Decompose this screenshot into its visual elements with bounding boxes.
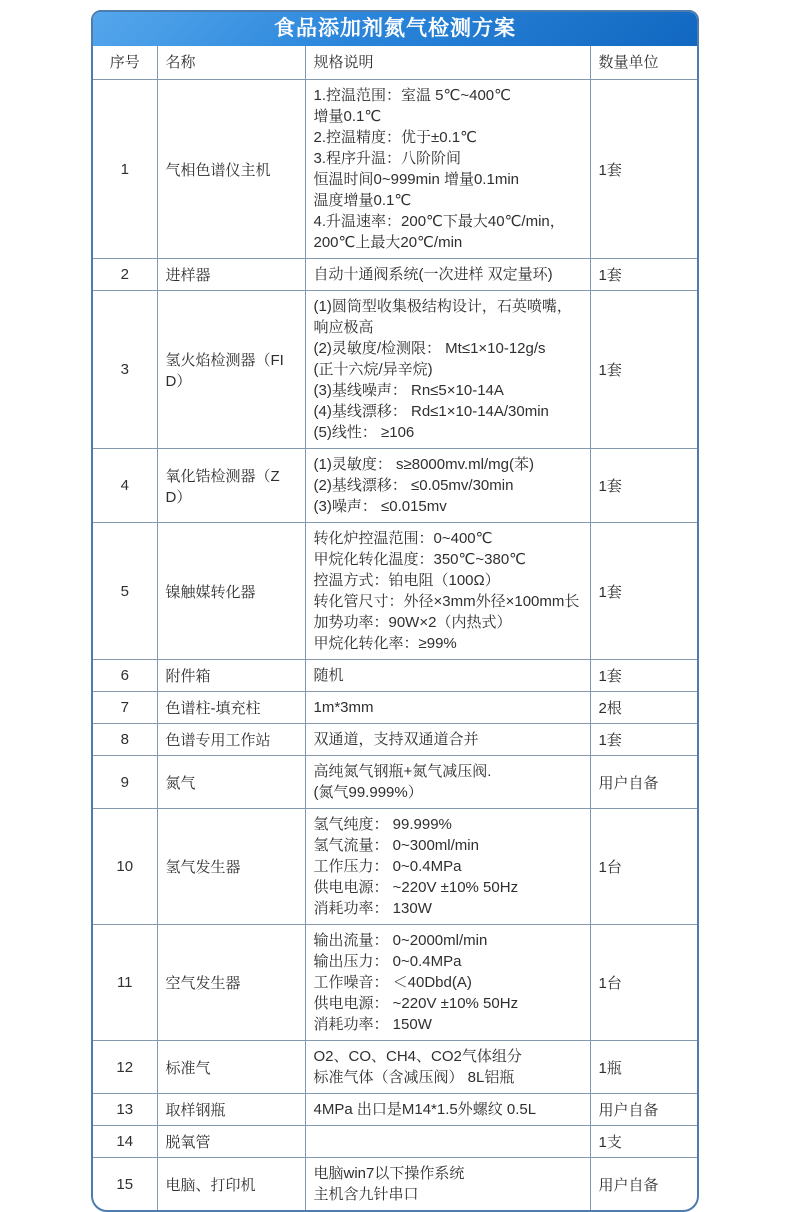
item-name: 附件箱 [157,660,305,692]
item-spec [305,259,590,291]
table-row [93,259,697,291]
item-name: 色谱专用工作站 [157,724,305,756]
spec-table-body [93,80,697,1211]
spec-line: 双通道，支持双通道合并 [313,731,479,748]
spec-line: (1)圆筒型收集极结构设计，石英喷嘴， [313,298,572,315]
item-quantity: 1套 [590,259,697,291]
item-name: 氧化锆检测器（ZD） [157,449,305,523]
item-spec [305,80,590,259]
spec-line: 供电电源： ~220V ±10% 50Hz [313,879,519,896]
column-header-spec: 规格说明 [305,46,590,80]
spec-line: (2)灵敏度/检测限： Mt≤1×10-12g/s [313,340,546,357]
item-name: 标准气 [157,1041,305,1094]
row-number: 5 [93,523,157,660]
spec-line: 标准气体（含减压阀） 8L铝瓶 [313,1069,515,1086]
spec-line: 随机 [313,667,344,684]
table-row [93,692,697,724]
spec-line: O2、CO、CH4、CO2气体组分 [313,1048,522,1065]
item-name: 氢气发生器 [157,809,305,925]
item-name: 空气发生器 [157,925,305,1041]
spec-line: 转化炉控温范围：0~400℃ [313,530,493,547]
row-number: 3 [93,291,157,449]
item-quantity: 1台 [590,809,697,925]
page-title: 食品添加剂氮气检测方案 [93,12,697,46]
item-spec [305,1041,590,1094]
spec-table [93,46,697,1210]
spec-line: 甲烷化转化率：≥99% [313,635,457,652]
table-row [93,724,697,756]
spec-line: (4)基线漂移： Rd≤1×10-14A/30min [313,403,549,420]
column-header-no: 序号 [93,46,157,80]
item-quantity: 1台 [590,925,697,1041]
item-spec [305,756,590,809]
item-name: 氢火焰检测器（FID） [157,291,305,449]
spec-line: 甲烷化转化温度：350℃~380℃ [313,551,527,568]
row-number: 7 [93,692,157,724]
table-row [93,660,697,692]
row-number: 10 [93,809,157,925]
item-quantity: 1套 [590,523,697,660]
spec-line: 响应极高 [313,319,374,336]
spec-sheet [91,10,699,1212]
spec-line: 消耗功率： 130W [313,900,432,917]
row-number: 9 [93,756,157,809]
item-name: 镍触媒转化器 [157,523,305,660]
item-spec [305,291,590,449]
table-row [93,809,697,925]
item-quantity: 用户自备 [590,756,697,809]
item-spec [305,1126,590,1158]
item-quantity: 1套 [590,724,697,756]
table-row [93,756,697,809]
table-row [93,1041,697,1094]
spec-line: (5)线性： ≥106 [313,424,415,441]
item-quantity: 用户自备 [590,1158,697,1211]
spec-line: 输出压力： 0~0.4MPa [313,953,462,970]
spec-line: 电脑win7以下操作系统 [313,1165,465,1182]
spec-line: (3)基线噪声： Rn≤5×10-14A [313,382,504,399]
item-spec [305,660,590,692]
item-quantity: 2根 [590,692,697,724]
row-number: 6 [93,660,157,692]
spec-line: 氢气流量： 0~300ml/min [313,837,479,854]
item-name: 电脑、打印机 [157,1158,305,1211]
item-name: 色谱柱-填充柱 [157,692,305,724]
item-name: 氮气 [157,756,305,809]
column-header-name: 名称 [157,46,305,80]
spec-line: 3.程序升温：八阶阶间 [313,150,462,167]
spec-line: 200℃上最大20℃/min [313,234,463,251]
row-number: 8 [93,724,157,756]
spec-line: 控温方式：铂电阻（100Ω） [313,572,500,589]
spec-line: 4.升温速率：200℃下最大40℃/min， [313,213,565,230]
item-spec [305,1158,590,1211]
spec-line: 加势功率：90W×2（内热式） [313,614,512,631]
item-name: 取样钢瓶 [157,1094,305,1126]
spec-line: 1m*3mm [313,699,374,716]
row-number: 2 [93,259,157,291]
row-number: 11 [93,925,157,1041]
item-quantity: 1套 [590,449,697,523]
item-spec [305,724,590,756]
row-number: 13 [93,1094,157,1126]
spec-line: 温度增量0.1℃ [313,192,412,209]
spec-line: 增量0.1℃ [313,108,382,125]
item-spec [305,925,590,1041]
item-name: 脱氧管 [157,1126,305,1158]
row-number: 4 [93,449,157,523]
spec-line: 消耗功率： 150W [313,1016,432,1033]
table-row [93,291,697,449]
spec-line: 1.控温范围：室温 5℃~400℃ [313,87,511,104]
item-spec [305,692,590,724]
item-spec [305,523,590,660]
spec-line: 恒温时间0~999min 增量0.1min [313,171,519,188]
table-row [93,1158,697,1211]
table-row [93,523,697,660]
spec-line: (2)基线漂移： ≤0.05mv/30min [313,477,514,494]
table-row [93,1094,697,1126]
spec-line: 转化管尺寸：外径×3mm外径×100mm长 [313,593,580,610]
row-number: 15 [93,1158,157,1211]
item-quantity: 1瓶 [590,1041,697,1094]
table-row [93,925,697,1041]
spec-line: 自动十通阀系统(一次进样 双定量环) [313,266,553,283]
row-number: 1 [93,80,157,259]
header-row [93,46,697,80]
item-spec [305,809,590,925]
spec-line: 工作压力： 0~0.4MPa [313,858,462,875]
spec-line: 主机含九针串口 [313,1186,419,1203]
spec-line: 供电电源： ~220V ±10% 50Hz [313,995,519,1012]
spec-line: (1)灵敏度： s≥8000mv.ml/mg(苯) [313,456,534,473]
spec-line: (正十六烷/异辛烷) [313,361,433,378]
row-number: 14 [93,1126,157,1158]
spec-line: (氮气99.999%） [313,784,423,801]
spec-line: (3)噪声： ≤0.015mv [313,498,447,515]
item-spec [305,449,590,523]
item-quantity: 用户自备 [590,1094,697,1126]
row-number: 12 [93,1041,157,1094]
table-row [93,1126,697,1158]
item-quantity: 1套 [590,80,697,259]
item-name: 气相色谱仪主机 [157,80,305,259]
item-quantity: 1套 [590,291,697,449]
spec-line: 2.控温精度：优于±0.1℃ [313,129,477,146]
table-row [93,449,697,523]
item-name: 进样器 [157,259,305,291]
item-quantity: 1支 [590,1126,697,1158]
spec-line: 输出流量： 0~2000ml/min [313,932,488,949]
spec-line: 4MPa 出口是M14*1.5外螺纹 0.5L [313,1101,537,1118]
table-row [93,80,697,259]
column-header-qty: 数量单位 [590,46,697,80]
item-spec [305,1094,590,1126]
spec-line: 氢气纯度： 99.999% [313,816,452,833]
spec-line: 高纯氮气钢瓶+氮气减压阀. [313,763,492,780]
spec-line: 工作噪音： ＜40Dbd(A) [313,974,472,991]
item-quantity: 1套 [590,660,697,692]
